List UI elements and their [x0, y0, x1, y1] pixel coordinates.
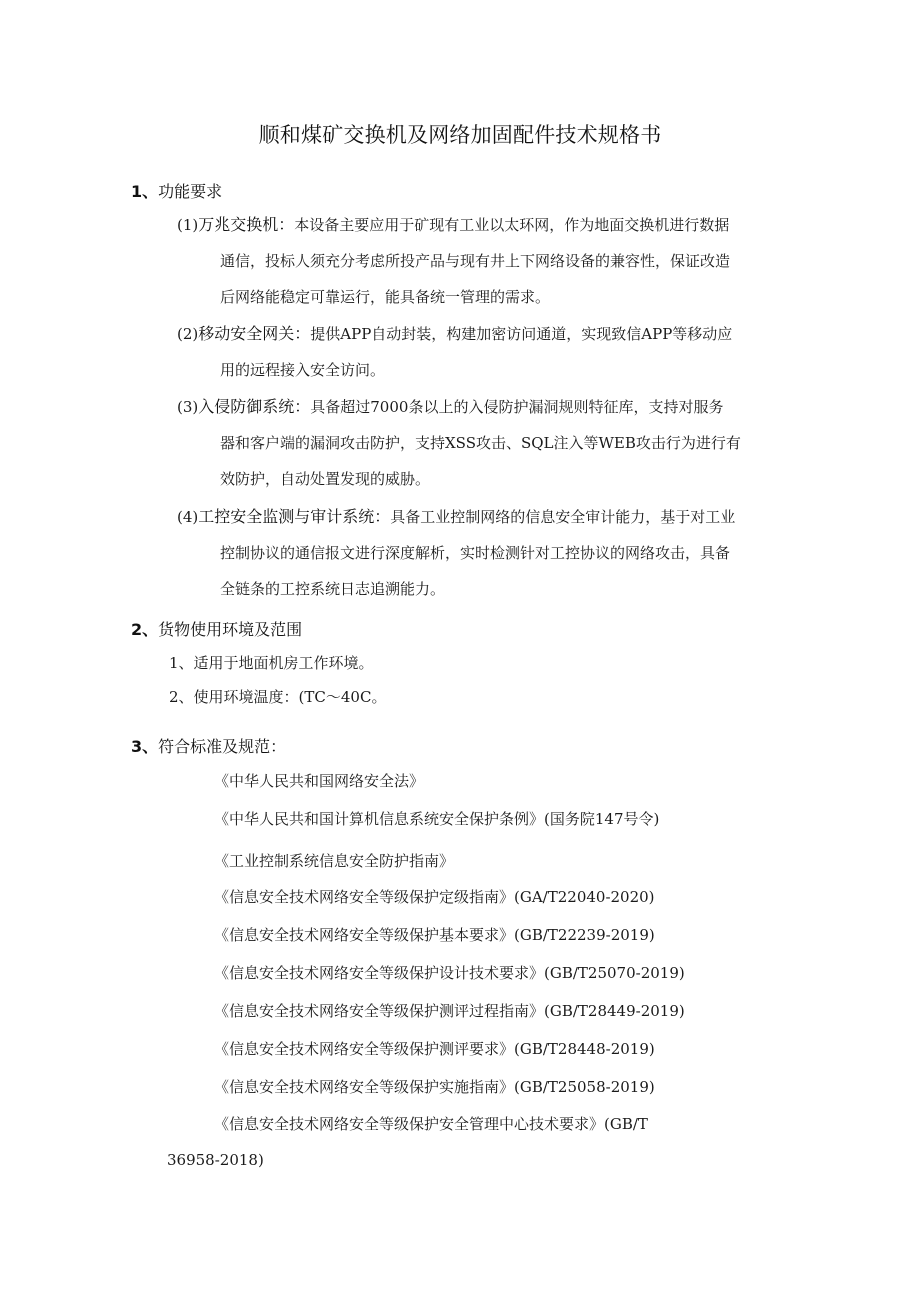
- standard-item: 《信息安全技术网络安全等级保护实施指南》(GB/T25058-2019): [214, 1078, 655, 1096]
- item-marker: (3): [177, 398, 199, 416]
- item-term: 万兆交换机：: [198, 215, 295, 234]
- item-continuation: 全链条的工控系统日志追溯能力。: [220, 580, 446, 598]
- section-number: 1、: [131, 182, 159, 201]
- environment-line-2: 2、使用环境温度：(TC～40C。: [169, 688, 387, 706]
- section-2-heading: [131, 617, 302, 640]
- item-term: 工控安全监测与审计系统：: [198, 507, 391, 526]
- section-3-heading: [131, 734, 286, 757]
- section-title: 货物使用环境及范围: [158, 620, 303, 639]
- item-text: 提供APP自动封装，构建加密访问通道，实现致信APP等移动应: [310, 325, 733, 343]
- item-text: 具备超过7000条以上的入侵防护漏洞规则特征库，支持对服务: [310, 398, 724, 416]
- standard-item: 《信息安全技术网络安全等级保护测评过程指南》(GB/T28449-2019): [214, 1002, 685, 1020]
- requirement-item-4: [177, 499, 817, 607]
- section-title: 功能要求: [158, 182, 223, 201]
- standard-item: 《信息安全技术网络安全等级保护测评要求》(GB/T28448-2019): [214, 1040, 655, 1058]
- item-text: 具备工业控制网络的信息安全审计能力，基于对工业: [390, 508, 736, 526]
- item-marker: (1): [177, 216, 199, 234]
- requirement-item-1: [177, 207, 817, 315]
- document-title: 顺和煤矿交换机及网络加固配件技术规格书: [258, 123, 662, 147]
- item-marker: (4): [177, 508, 199, 526]
- standard-item: 《中华人民共和国计算机信息系统安全保护条例》(国务院147号令): [214, 810, 660, 828]
- standard-line-2: 36958-2018): [167, 1151, 264, 1169]
- standard-item: 《信息安全技术网络安全等级保护定级指南》(GA/T22040-2020): [214, 888, 655, 906]
- requirement-item-3: [177, 389, 817, 497]
- item-continuation: 用的远程接入安全访问。: [220, 361, 386, 379]
- standard-item-wrapped: [167, 1106, 814, 1178]
- requirement-item-2: [177, 316, 817, 388]
- section-title: 符合标准及规范：: [158, 737, 287, 756]
- standard-item: 《工业控制系统信息安全防护指南》: [214, 852, 455, 870]
- item-text: 本设备主要应用于矿现有工业以太环网，作为地面交换机进行数据: [294, 216, 730, 234]
- standard-line-1: 《信息安全技术网络安全等级保护安全管理中心技术要求》(GB/T: [214, 1115, 648, 1133]
- section-number: 2、: [131, 620, 159, 639]
- item-continuation: 效防护，自动处置发现的威胁。: [220, 470, 431, 488]
- standard-item: 《信息安全技术网络安全等级保护基本要求》(GB/T22239-2019): [214, 926, 655, 944]
- item-continuation: 后网络能稳定可靠运行，能具备统一管理的需求。: [220, 288, 551, 306]
- item-term: 入侵防御系统：: [198, 397, 311, 416]
- environment-line-1: 1、适用于地面机房工作环境。: [169, 654, 374, 672]
- item-continuation: 通信，投标人须充分考虑所投产品与现有井上下网络设备的兼容性，保证改造: [220, 252, 731, 270]
- section-1-heading: [131, 179, 222, 202]
- item-continuation: 控制协议的通信报文进行深度解析，实时检测针对工控协议的网络攻击，具备: [220, 544, 731, 562]
- item-term: 移动安全网关：: [198, 324, 311, 343]
- item-marker: (2): [177, 325, 199, 343]
- item-continuation: 器和客户端的漏洞攻击防护，支持XSS攻击、SQL注入等WEB攻击行为进行有: [220, 434, 741, 452]
- standard-item: 《中华人民共和国网络安全法》: [214, 772, 425, 790]
- standard-item: 《信息安全技术网络安全等级保护设计技术要求》(GB/T25070-2019): [214, 964, 685, 982]
- section-number: 3、: [131, 737, 159, 756]
